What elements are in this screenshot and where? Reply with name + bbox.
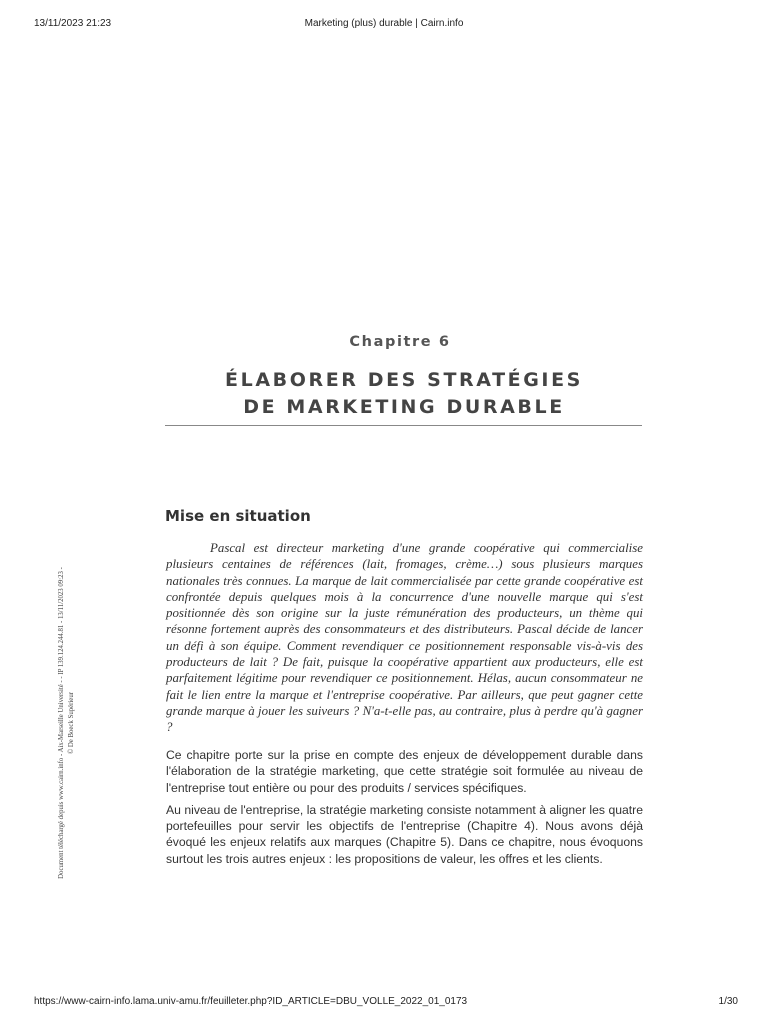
print-datetime: 13/11/2023 21:23	[34, 18, 112, 29]
chapter-title-line2: DE MARKETING DURABLE	[243, 396, 565, 418]
chapter-number: Chapitre 6	[349, 334, 451, 350]
print-footer	[0, 996, 768, 1010]
body-paragraph-1: Ce chapitre porte sur la prise en compte des enjeux de développement durable dans l'élaboration de la stratégie marketing, que cette stratégie soit formulée au niveau de l'entreprise tout entière ou pour des produits / services spécifiques.	[166, 748, 643, 795]
chapter-body	[166, 747, 643, 873]
print-url: https://www-cairn-info.lama.univ-amu.fr/feuilleter.php?ID_ARTICLE=DBU_VOLLE_2022_01_0173	[34, 996, 468, 1007]
body-paragraph-2: Au niveau de l'entreprise, la stratégie marketing consiste notamment à aligner les quatre portefeuilles pour servir les objectifs de l'entreprise (Chapitre 4). Nous avons déjà évoqué les enjeux relatifs aux marques (Chapitre 5). Dans ce chapitre, nous évoquons surtout les trois autres enjeux : les propositions de valeur, les offres et les clients.	[166, 802, 643, 866]
print-page-title: Marketing (plus) durable | Cairn.info	[304, 18, 464, 29]
chapter-title	[0, 367, 768, 421]
watermark-line2: © De Boeck Supérieur	[68, 692, 75, 754]
chapter-title-line1: ÉLABORER DES STRATÉGIES	[225, 369, 583, 391]
print-page-count: 1/30	[718, 996, 738, 1007]
watermark-line1: Document téléchargé depuis www.cairn.info - Aix-Marseille Université - - IP 139.124.244.81 - 13/11/2023 09:23 -	[58, 567, 65, 879]
title-divider	[165, 425, 642, 426]
situation-box	[166, 540, 643, 736]
situation-paragraph: Pascal est directeur marketing d'une grande coopérative qui commercialise plusieurs centaines de références (lait, fromages, crème…) sous plusieurs marques nationales très connues. La marque de lait commercialisée par cette grande coopérative est confrontée depuis quelques mois à la concurrence d'une nouvelle marque qui s'est positionnée dès son origine sur la juste rémunération des producteurs, un thème qui résonne fortement auprès des consommateurs et des distributeurs. Pascal décide de lancer un défi à son équipe. Comment revendiquer ce positionnement responsable vis-à-vis des producteurs de lait ? De fait, puisque la coopérative appartient aux producteurs, elle est parfaitement légitime pour revendiquer ce positionnement. Hélas, aucun consommateur ne fait le lien entre la marque et l'entreprise coopérative. Par ailleurs, que peut gagner cette grande marque à jouer les suiveurs ? N'a-t-elle pas, au contraire, plus à perdre qu'à gagner ?	[166, 541, 643, 735]
section-heading: Mise en situation	[165, 507, 311, 525]
print-header	[0, 18, 768, 32]
download-watermark	[57, 538, 77, 908]
